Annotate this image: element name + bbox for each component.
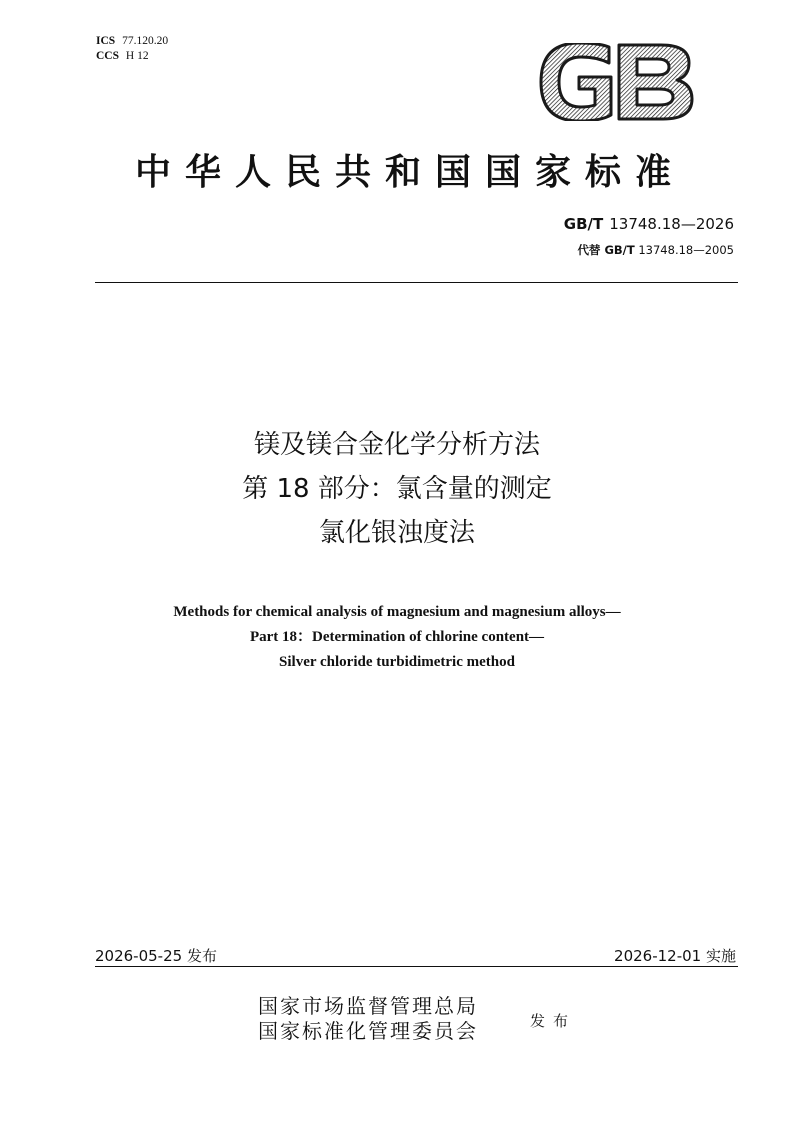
bottom-divider [95,966,738,967]
chinese-title-line-1: 镁及镁合金化学分析方法 [253,430,540,460]
ics-value: 77.120.20 [122,35,169,47]
replaces-number: 13748.18—2005 [638,243,734,257]
standard-number [564,215,734,233]
national-standard-title: 中华人民共和国国家标准 [134,151,685,193]
publish-date: 2026-05-25 发布 [95,947,217,965]
classification-codes [96,34,168,64]
standard-prefix: GB/T [563,215,604,233]
gb-logo-icon [539,43,694,121]
english-title [60,600,734,675]
english-title-line-2: Part 18：Determination of chlorine content— [249,629,545,645]
implement-date: 2026-12-01 实施 [614,947,736,965]
replaces-prefix: 代替 GB/T [577,243,635,257]
top-divider [95,282,738,283]
issuer-sac: 国家标准化管理委员会 [258,1019,478,1043]
replaces-standard [577,242,734,258]
ccs-label: CCS [96,50,120,62]
chinese-title-line-2: 第 18 部分：氯含量的测定 [242,474,552,504]
english-title-line-3: Silver chloride turbidimetric method [279,654,515,670]
ics-label: ICS [96,35,116,47]
standard-number-value: 13748.18—2026 [609,215,734,233]
ccs-value: H 12 [125,50,149,62]
issuer-samr: 国家市场监督管理总局 [258,994,478,1018]
issuing-authorities [258,994,478,1044]
ccs-code [96,49,168,64]
chinese-title [60,423,734,555]
ics-code [96,34,168,49]
issue-action: 发布 [530,1012,577,1030]
chinese-title-line-3: 氯化银浊度法 [318,518,475,548]
english-title-line-1: Methods for chemical analysis of magnesium and magnesium alloys— [173,604,621,620]
